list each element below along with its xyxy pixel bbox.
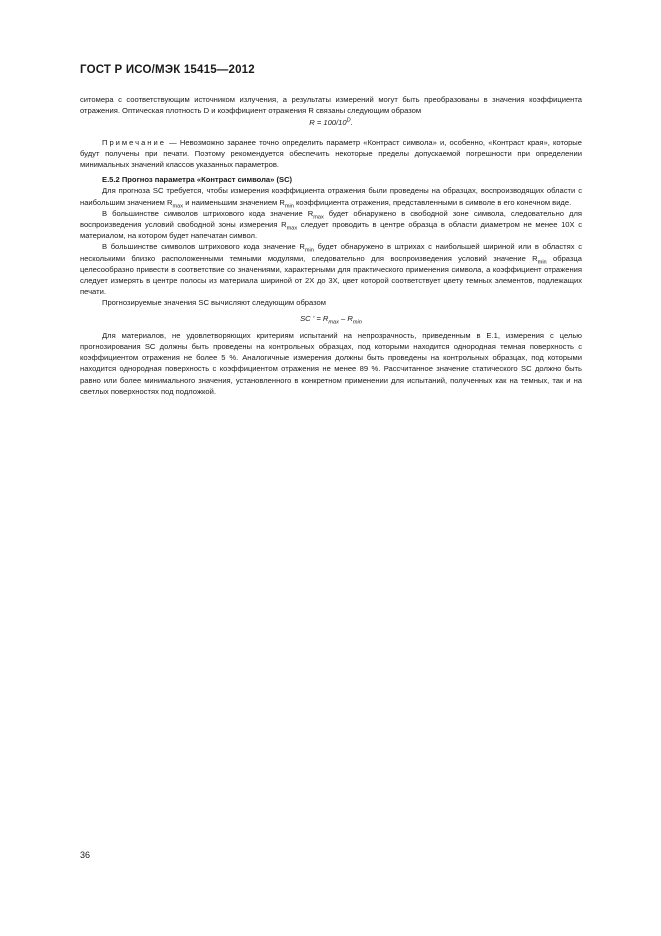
paragraph-text: будет обнаружено в свободной зоне символа, следовательно для воспроизведения условий свободной зоны измерения R <box>80 208 582 230</box>
note-paragraph <box>80 137 582 171</box>
subscript: max <box>313 214 324 221</box>
paragraph-rmin <box>80 241 582 297</box>
document-body <box>80 94 582 397</box>
subscript: min <box>537 259 547 266</box>
formula-reflectance-text: R = 100/10 <box>309 118 347 128</box>
formula-sc <box>80 313 582 324</box>
paragraph-continuation: ситомера с соответствующим источником излучения, а результаты измерений могут быть преобразованы в значения коэффициента отражения. Оптическая плотность D и коэффициент отражения R связаны следующим образом <box>80 95 582 116</box>
formula-reflectance-end: . <box>350 118 353 128</box>
paragraph-text: и наименьшим значением R <box>183 197 285 207</box>
formula-reflectance-exponent: D <box>346 117 351 124</box>
formula-reflectance <box>80 117 582 128</box>
paragraph-materials: Для материалов, не удовлетворяющих критериям испытаний на непрозрачность, приведенным в Е.1, измерения с целью прогнозирования SC должны быть проведены на контрольных образцах, под которыми находится однородная темная поверхность с коэффициентом отражения не более 5 %. Аналогичные измерения должны быть проведены на контрольных образцах, под которыми находится однородная поверхность с коэффициентом отражения не менее 89 %. Рассчитанное значение статического SC должно быть равно или более минимального значения, установленного в конкретном применении для испытаний, полученных как на темных, так и на светлых поверхностях под подложкой. <box>80 330 582 396</box>
paragraph-text: будет обнаружено в штрихах с наибольшей шириной или в областях с несколькими близко расположенными темными модулями, следовательно для воспроизведения условий значение R <box>80 242 582 263</box>
note-text: — Невозможно заранее точно определить параметр «Контраст символа» и, особенно, «Контраст края», которые будут получены при печати. Поэтому рекомендуется обеспечить некоторые пределы допускаемой погрешности при определении минимальных значений классов указанных параметров. <box>80 137 582 170</box>
formula-sc-text: SC ' = R <box>300 313 329 323</box>
subscript: min <box>304 247 314 254</box>
paragraph-text: образца целесообразно привести в соответствие со значениями, характерными для практического применения символа, а коэффициент отражения следует измерять в центре полосы из материала шириной от 2X до 3X, цвет которой соответствует цвету темных элементов, подлежащих печати. <box>80 253 582 297</box>
note-label: Примечание <box>102 137 166 147</box>
section-title: Е.5.2 Прогноз параметра «Контраст символа» (SC) <box>102 175 293 185</box>
paragraph-text: В большинстве символов штрихового кода значение R <box>102 242 305 252</box>
subscript: min <box>352 319 362 326</box>
formula-sc-text: – R <box>338 313 353 323</box>
paragraph-text: Для прогноза SC требуется, чтобы измерения коэффициента отражения были проведены на образцах, воспроизводящих области с наибольшим значением R <box>80 186 582 207</box>
subscript: max <box>172 203 184 210</box>
paragraph-text: коэффициента отражения, представленными в символе в его конечном виде. <box>293 197 572 207</box>
paragraph-text: В большинстве символов штрихового кода значение R <box>102 208 314 218</box>
page-number: 36 <box>80 850 91 860</box>
paragraph-rmax <box>80 208 582 242</box>
paragraph-text: следует проводить в центре образца в области диаметром не менее 10X с материалом, на котором будет напечатан символ. <box>80 220 582 241</box>
subscript: max <box>286 225 298 232</box>
subscript: max <box>328 319 339 326</box>
subscript: min <box>284 203 294 210</box>
document-header: ГОСТ Р ИСО/МЭК 15415—2012 <box>80 64 255 76</box>
paragraph-sc-formula-intro: Прогнозируемые значения SC вычисляют следующим образом <box>102 298 326 308</box>
paragraph-sc-prediction <box>80 185 582 210</box>
